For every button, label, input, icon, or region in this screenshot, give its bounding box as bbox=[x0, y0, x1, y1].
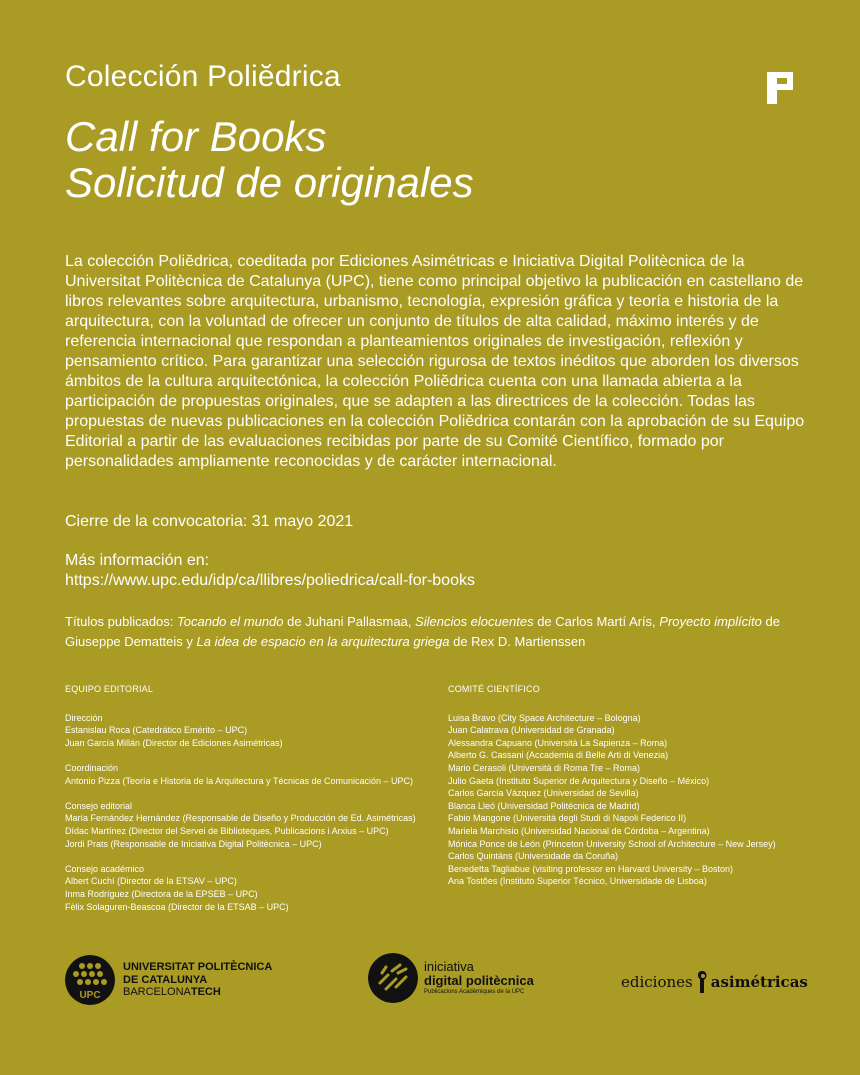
published-label: Títulos publicados: bbox=[65, 614, 178, 629]
more-info-link[interactable]: https://www.upc.edu/idp/ca/llibres/poliedrica/call-for-books bbox=[65, 572, 475, 589]
editorial-group bbox=[65, 863, 425, 913]
published-author-2: de Carlos Martí Arís, bbox=[533, 614, 660, 629]
group-title: Coordinación bbox=[65, 762, 119, 773]
idp-line-3: Publicacions Acadèmiques de la UPC bbox=[424, 988, 525, 995]
more-info-label: Más información en: bbox=[65, 552, 210, 569]
published-title-3: Proyecto implícito bbox=[659, 614, 762, 629]
member: María Fernández Hernández (Responsable de Diseño y Producción de Ed. Asimétricas) bbox=[65, 813, 416, 824]
upc-line-2: DE CATALUNYA bbox=[123, 973, 208, 986]
published-author-1: de Juhani Pallasmaa, bbox=[283, 614, 416, 629]
ea-word-2: asimétricas bbox=[710, 973, 808, 991]
member: Mónica Ponce de León (Princeton University School of Architecture – New Jersey) bbox=[448, 838, 776, 849]
headline-solicitud: Solicitud de originales bbox=[65, 159, 474, 206]
member: Carlos Quintáns (Universidade da Coruña) bbox=[448, 851, 619, 862]
member: Mario Cerasoli (Università di Roma Tre – Roma) bbox=[448, 762, 641, 773]
ediciones-asimetricas-logo bbox=[621, 969, 808, 995]
upc-wordmark bbox=[123, 961, 272, 999]
published-titles bbox=[65, 612, 805, 652]
upc-line-3a: BARCELONA bbox=[123, 986, 191, 999]
editorial-group bbox=[65, 800, 425, 850]
member: Juan Calatrava (Universidad de Granada) bbox=[448, 725, 615, 736]
idp-line-2: digital politècnica bbox=[424, 972, 534, 988]
member: Alessandra Capuano (Università La Sapienza – Roma) bbox=[448, 737, 668, 748]
ea-mark-icon bbox=[695, 969, 709, 995]
member: Luisa Bravo (City Space Architecture – Bologna) bbox=[448, 712, 641, 723]
more-info bbox=[65, 551, 475, 591]
member: Ana Tostões (Instituto Superior Técnico, Universidade de Lisboa) bbox=[448, 876, 707, 887]
idp-line-1: iniciativa bbox=[424, 958, 474, 974]
published-title-1: Tocando el mundo bbox=[177, 614, 284, 629]
idp-logo bbox=[368, 953, 534, 1003]
member: Antonio Pizza (Teoría e Historia de la Arquitectura y Técnicas de Comunicación – UPC) bbox=[65, 775, 413, 786]
member: Julio Gaeta (Instituto Superior de Arquitectura y Diseño – México) bbox=[448, 775, 710, 786]
member: Dídac Martínez (Director del Servei de Biblioteques, Publicacions i Arxius – UPC) bbox=[65, 825, 389, 836]
editorial-team bbox=[65, 683, 425, 926]
headline-call-for-books: Call for Books bbox=[65, 113, 327, 160]
idp-emblem-icon bbox=[368, 953, 418, 1003]
member: Mariela Marchisio (Universidad Nacional de Córdoba – Argentina) bbox=[448, 825, 710, 836]
scientific-members bbox=[448, 712, 828, 888]
member: Benedetta Tagliabue (visiting professor en Harvard University – Boston) bbox=[448, 863, 733, 874]
deadline-text: Cierre de la convocatoria: 31 mayo 2021 bbox=[65, 513, 354, 530]
member: Alberto G. Cassani (Accademia di Belle Arti di Venezia) bbox=[448, 750, 669, 761]
headline bbox=[65, 114, 474, 206]
upc-line-3 bbox=[123, 986, 272, 999]
upc-logo bbox=[65, 955, 272, 1005]
upc-badge-text: UPC bbox=[79, 990, 101, 1001]
group-title: Dirección bbox=[65, 712, 103, 723]
upc-emblem-icon bbox=[65, 955, 115, 1005]
idp-wordmark bbox=[424, 960, 534, 997]
member: Estanislau Roca (Catedrático Emérito – UPC) bbox=[65, 725, 248, 736]
poliedrica-logo-icon bbox=[767, 72, 793, 104]
member: Blanca Lleó (Universidad Politécnica de Madrid) bbox=[448, 800, 640, 811]
member: Juan García Millán (Director de Ediciones Asimétricas) bbox=[65, 737, 283, 748]
upc-line-1: UNIVERSITAT POLITÈCNICA bbox=[123, 961, 273, 974]
published-author-3: de Giuseppe Dematteis y bbox=[65, 614, 780, 649]
ea-word-1: ediciones bbox=[621, 973, 693, 991]
member: Fèlix Solaguren-Beascoa (Director de la ETSAB – UPC) bbox=[65, 901, 289, 912]
member: Carlos García Vázquez (Universidad de Sevilla) bbox=[448, 788, 639, 799]
editorial-group bbox=[65, 762, 425, 787]
published-title-4: La idea de espacio en la arquitectura griega bbox=[196, 634, 450, 649]
published-author-4: de Rex D. Martienssen bbox=[449, 634, 586, 649]
member: Albert Cuchí (Director de la ETSAV – UPC) bbox=[65, 876, 237, 887]
scientific-heading: COMITÉ CIENTÍFICO bbox=[448, 684, 540, 694]
group-title: Consejo académico bbox=[65, 863, 145, 874]
published-title-2: Silencios elocuentes bbox=[415, 614, 534, 629]
member: Fabio Mangone (Università degli Studi di Napoli Federico II) bbox=[448, 813, 687, 824]
member: Jordi Prats (Responsable de Iniciativa Digital Politècnica – UPC) bbox=[65, 838, 322, 849]
scientific-committee bbox=[448, 683, 828, 901]
series-title: Colección Poliĕdrica bbox=[65, 60, 341, 93]
description-paragraph: La colección Poliĕdrica, coeditada por Ediciones Asimétricas e Iniciativa Digital Politècnica de la Universitat Politècnica de Catalunya (UPC), tiene como principal objetivo la publicación en castellano de libros relevantes sobre arquitectura, urbanismo, tecnología, expresión gráfica y teoría e historia de la arquitectura, con la voluntad de ofrecer un conjunto de títulos de alta calidad, máximo interés y de referencia internacional que respondan a planteamientos originales de investigación, reflexión y pensamiento crítico. Para garantizar una selección rigurosa de textos inéditos que aborden los diversos ámbitos de la cultura arquitectónica, la colección Poliĕdrica cuenta con una llamada abierta a la participación de propuestas originales, que se adapten a las directrices de la colección. Todas las propuestas de nuevas publicaciones en la colección Poliĕdrica contarán con la aprobación de su Equipo Editorial a partir de las evaluaciones recibidas por parte de su Comité Científico, formado por personalidades ampliamente reconocidas y de carácter internacional. bbox=[65, 253, 805, 470]
editorial-heading: EQUIPO EDITORIAL bbox=[65, 684, 154, 694]
editorial-group bbox=[65, 712, 425, 750]
member: Inma Rodríguez (Directora de la EPSEB – UPC) bbox=[65, 888, 258, 899]
group-title: Consejo editorial bbox=[65, 800, 133, 811]
upc-line-3b: TECH bbox=[190, 986, 221, 999]
